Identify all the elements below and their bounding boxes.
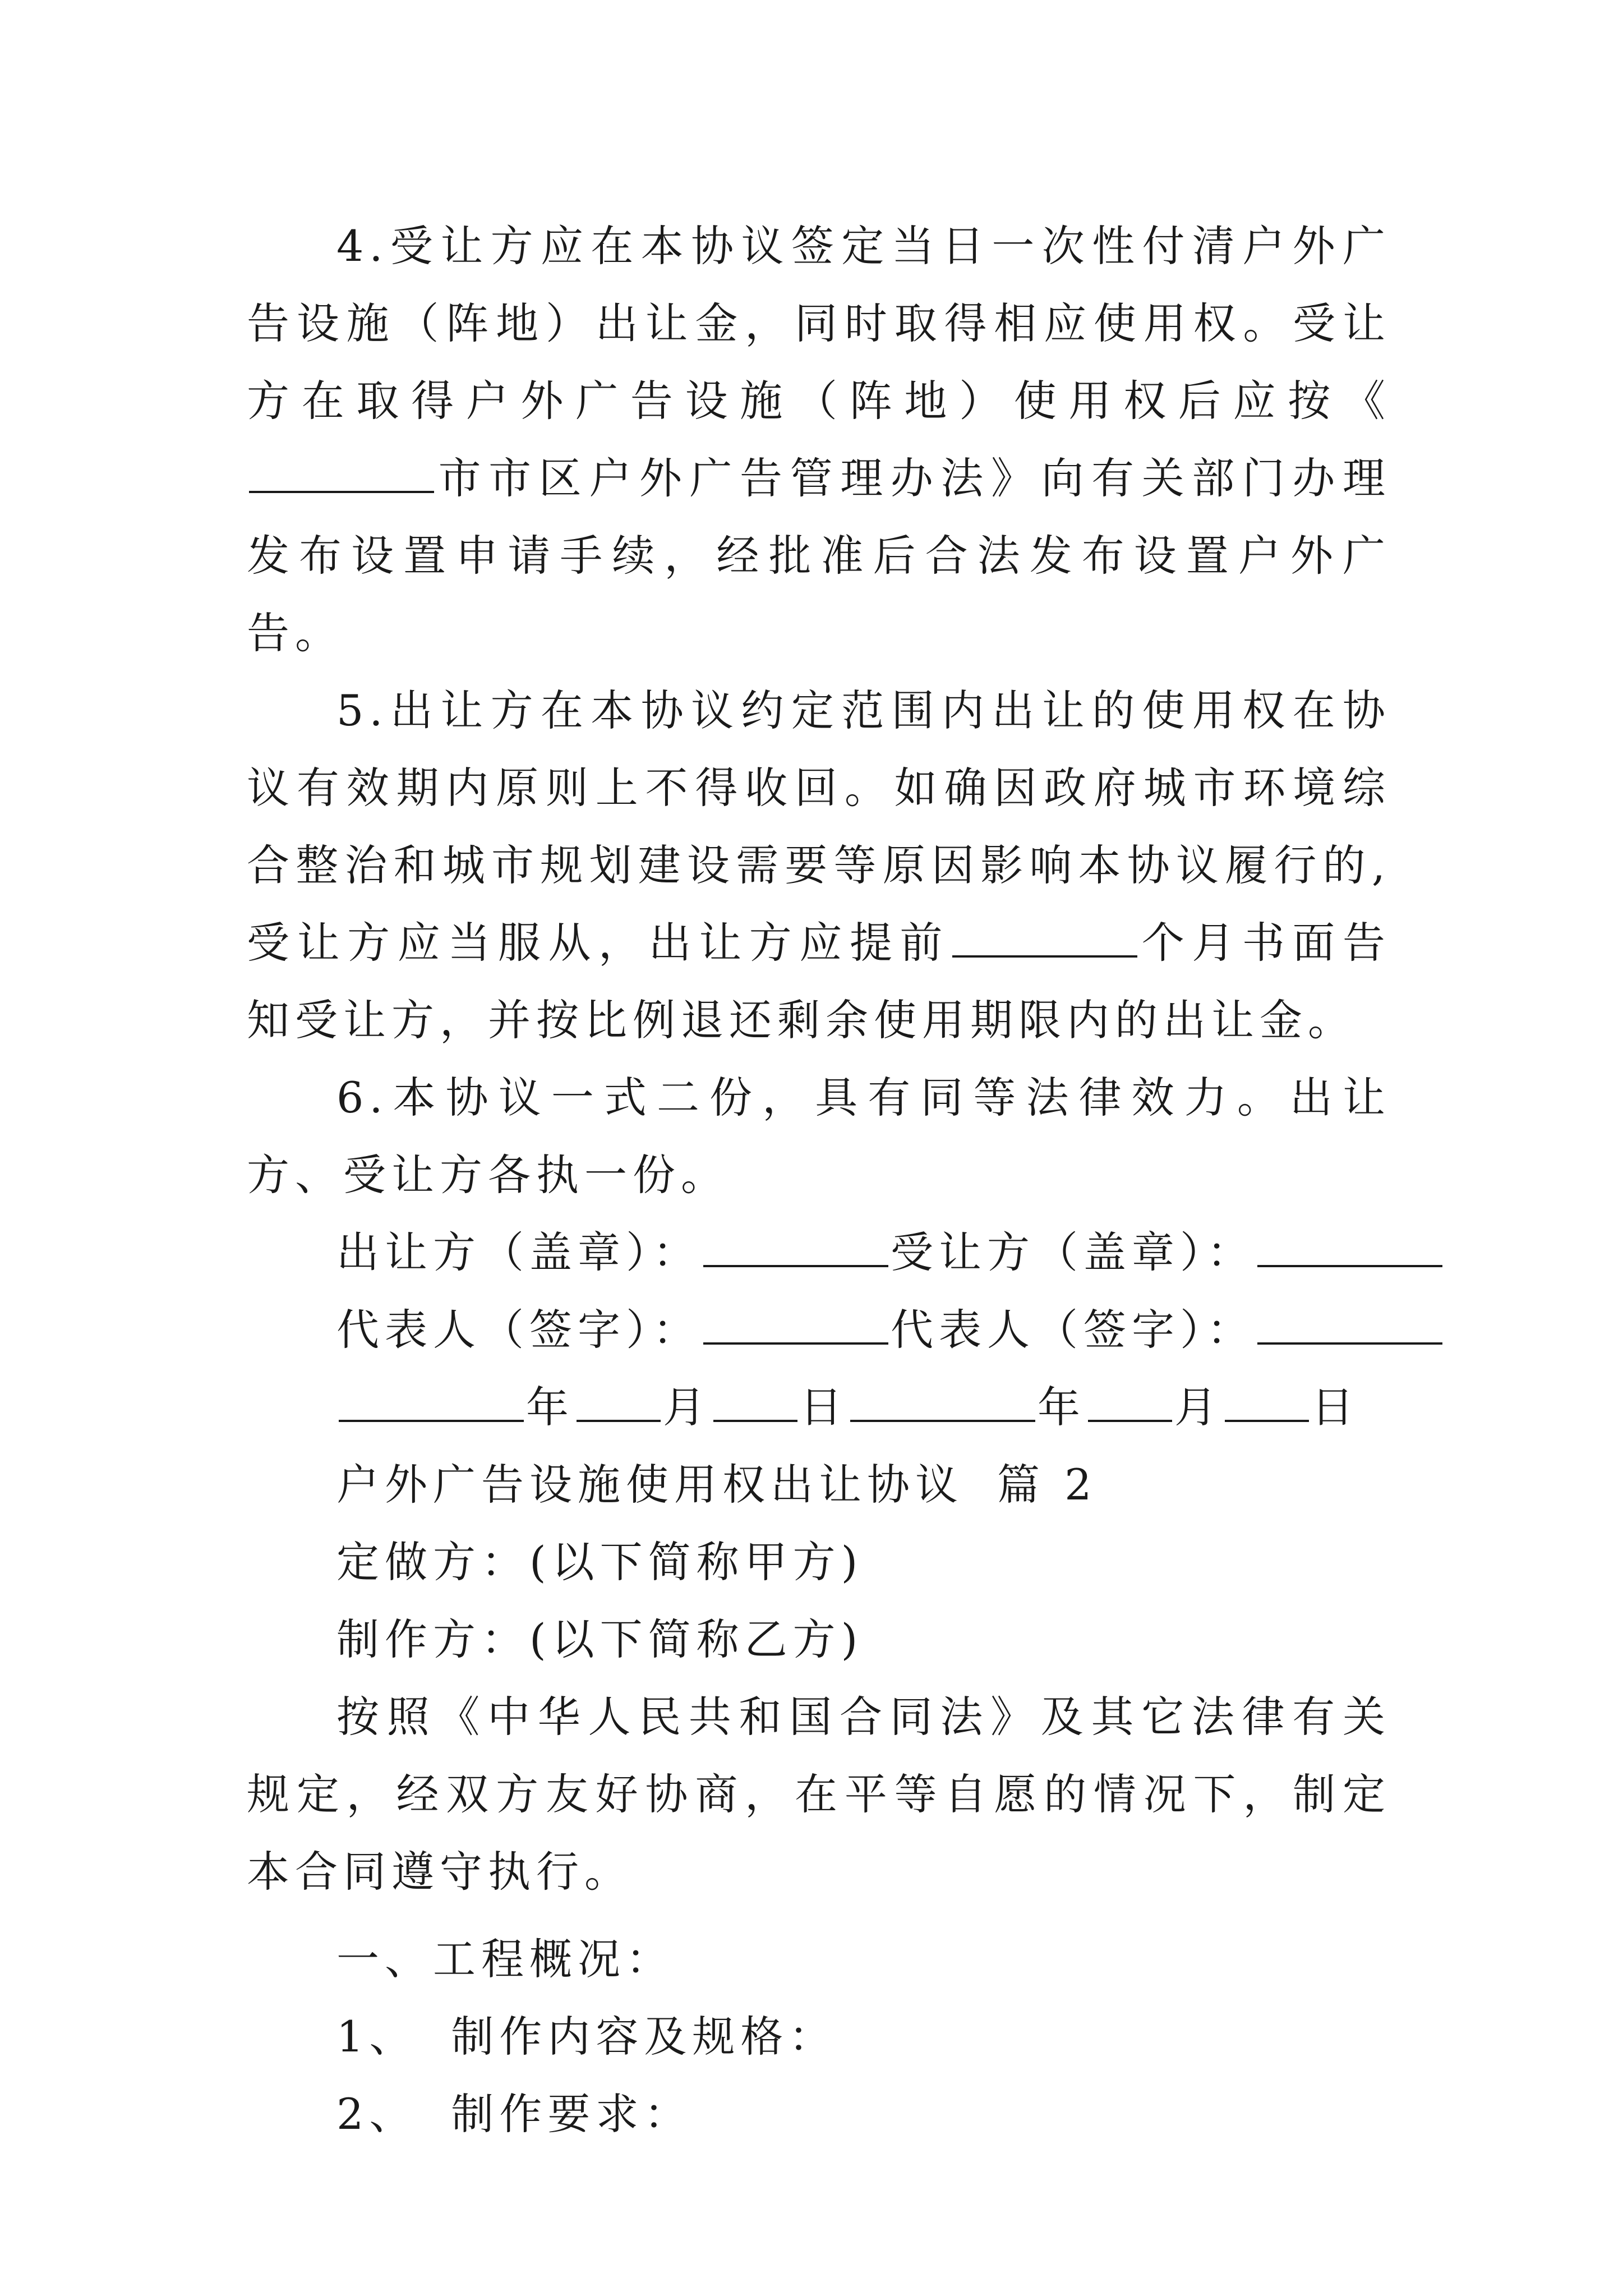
date-line — [247, 1369, 1391, 1446]
transferor-rep-label: 代表人（签字）： — [336, 1305, 701, 1355]
transferor-seal-label: 出让方（盖章）： — [336, 1227, 701, 1277]
transferee-seal-label: 受让方（盖章）： — [891, 1227, 1255, 1277]
transferor-rep-blank — [703, 1305, 888, 1345]
date-left-month-label: 月 — [663, 1382, 711, 1432]
clause-6-number: 6. — [336, 1073, 389, 1122]
item-2 — [247, 2076, 1391, 2153]
date-right-day-label: 日 — [1311, 1382, 1359, 1432]
clause-5-text-end: 个月书面告知受让方，并按比例退还剩余使用期限内的出让金。 — [247, 918, 1391, 1045]
date-left-year-label: 年 — [526, 1382, 574, 1432]
date-right-month-blank — [1088, 1383, 1172, 1422]
city-name-blank — [249, 454, 434, 493]
clause-5 — [247, 672, 1391, 1059]
clause-6-text: 本协议一式二份，具有同等法律效力。出让方、受让方各执一份。 — [247, 1073, 1391, 1200]
date-right-day-blank — [1225, 1383, 1309, 1422]
section-number: 篇 2 — [997, 1460, 1098, 1510]
representative-line — [247, 1291, 1391, 1369]
clause-4 — [247, 208, 1391, 672]
clause-4-text-end: 市市区户外广告管理办法》向有关部门办理发布设置申请手续，经批准后合法发布设置户外广告。 — [247, 453, 1391, 658]
transferee-rep-label: 代表人（签字）： — [891, 1305, 1255, 1355]
transferee-seal-blank — [1257, 1228, 1442, 1267]
date-left-day-blank — [713, 1383, 797, 1422]
party-a-line — [247, 1524, 1391, 1601]
date-right-month-label: 月 — [1174, 1382, 1223, 1432]
party-b-note: (以下简称乙方) — [529, 1614, 864, 1664]
date-left-day-label: 日 — [800, 1382, 848, 1432]
item-1-number: 1、 — [336, 2012, 418, 2062]
item-2-text: 制作要求： — [451, 2089, 693, 2139]
date-left-year-blank — [339, 1383, 524, 1422]
party-b-label: 制作方： — [336, 1614, 529, 1664]
clause-4-text-start: 受让方应在本协议签定当日一次性付清户外广告设施（阵地）出让金，同时取得相应使用权。受让方在取得户外广告设施（阵地）使用权后应按《 — [247, 221, 1391, 426]
item-2-number: 2、 — [336, 2089, 418, 2139]
item-1 — [247, 1998, 1391, 2076]
date-right-year-blank — [850, 1383, 1035, 1422]
document-body — [247, 208, 1391, 2153]
transferor-seal-blank — [703, 1228, 888, 1267]
item-1-text: 制作内容及规格： — [451, 2012, 837, 2062]
date-left-month-blank — [577, 1383, 661, 1422]
section-title-text: 户外广告设施使用权出让协议 — [336, 1460, 963, 1510]
date-right-year-label: 年 — [1038, 1382, 1086, 1432]
intro-paragraph: 按照《中华人民共和国合同法》及其它法律有关规定，经双方友好协商，在平等自愿的情况下，制定本合同遵守执行。 — [247, 1692, 1391, 1897]
party-b-line — [247, 1601, 1391, 1678]
clause-5-text-start: 出让方在本协议约定范围内出让的使用权在协议有效期内原则上不得收回。如确因政府城市环境综合整治和城市规划建设需要等原因影响本协议履行的,受让方应当服从，出让方应提前 — [247, 685, 1391, 968]
months-notice-blank — [952, 918, 1137, 958]
clause-6 — [247, 1059, 1391, 1214]
party-a-note: (以下简称甲方) — [529, 1537, 864, 1587]
clause-4-number: 4. — [336, 221, 389, 271]
heading-project-overview: 一、工程概况： — [336, 1934, 674, 1984]
clause-5-number: 5. — [336, 685, 389, 735]
transferee-rep-blank — [1257, 1305, 1442, 1345]
party-a-label: 定做方： — [336, 1537, 529, 1587]
section-title — [247, 1446, 1391, 1524]
seal-line — [247, 1214, 1391, 1291]
